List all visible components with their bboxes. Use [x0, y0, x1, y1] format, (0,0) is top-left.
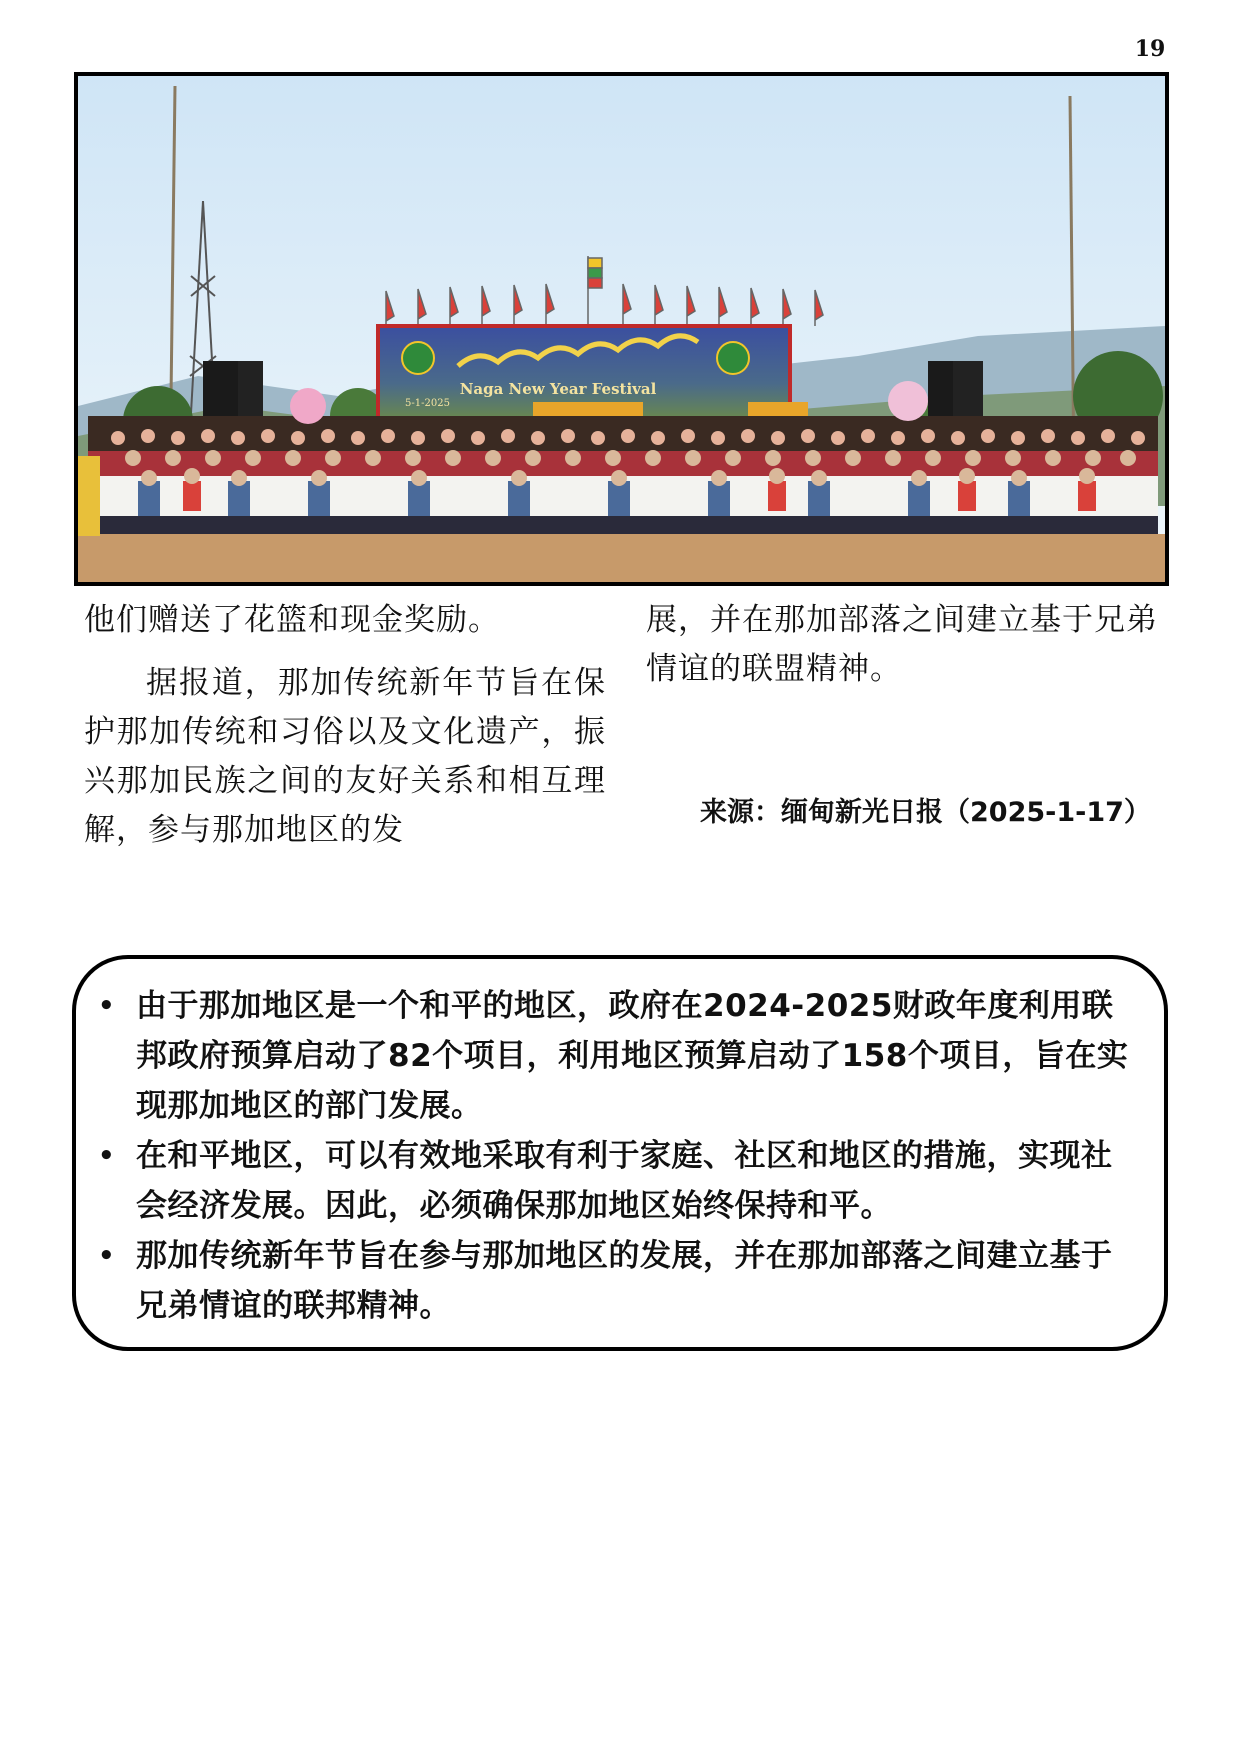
list-item	[98, 981, 1134, 1131]
summary-list	[76, 959, 1164, 1331]
festival-photo	[74, 72, 1169, 586]
bullet-icon: •	[98, 1241, 116, 1271]
article-source: 来源：缅甸新光日报（2025-1-17）	[700, 797, 1151, 828]
bullet-icon: •	[98, 991, 116, 1021]
article-left-column	[84, 596, 606, 855]
page-number: 19	[1134, 36, 1166, 62]
bullet-icon: •	[98, 1141, 116, 1171]
article-paragraph: 据报道，那加传统新年节旨在保护那加传统和习俗以及文化遗产，振兴那加民族之间的友好关系和相互理解，参与那加地区的发	[84, 665, 606, 848]
list-item	[98, 1231, 1134, 1331]
article-paragraph: 他们赠送了花篮和现金奖励。	[84, 602, 500, 638]
banner-date: 5-1-2025	[405, 398, 450, 409]
festival-banner	[378, 326, 808, 422]
article-right-column	[646, 596, 1166, 694]
summary-text: 那加传统新年节旨在参与那加地区的发展，并在那加部落之间建立基于兄弟情谊的联邦精神。	[136, 1238, 1113, 1324]
summary-text: 由于那加地区是一个和平的地区，政府在2024-2025财政年度利用联邦政府预算启动了82个项目，利用地区预算启动了158个项目，旨在实现那加地区的部门发展。	[136, 988, 1129, 1124]
festival-photo-illustration	[78, 76, 1165, 582]
article-paragraph: 展，并在那加部落之间建立基于兄弟情谊的联盟精神。	[646, 602, 1158, 687]
banner-title: Naga New Year Festival	[459, 380, 657, 398]
summary-box	[72, 955, 1168, 1351]
summary-text: 在和平地区，可以有效地采取有利于家庭、社区和地区的措施，实现社会经济发展。因此，必须确保那加地区始终保持和平。	[136, 1138, 1113, 1224]
list-item	[98, 1131, 1134, 1231]
